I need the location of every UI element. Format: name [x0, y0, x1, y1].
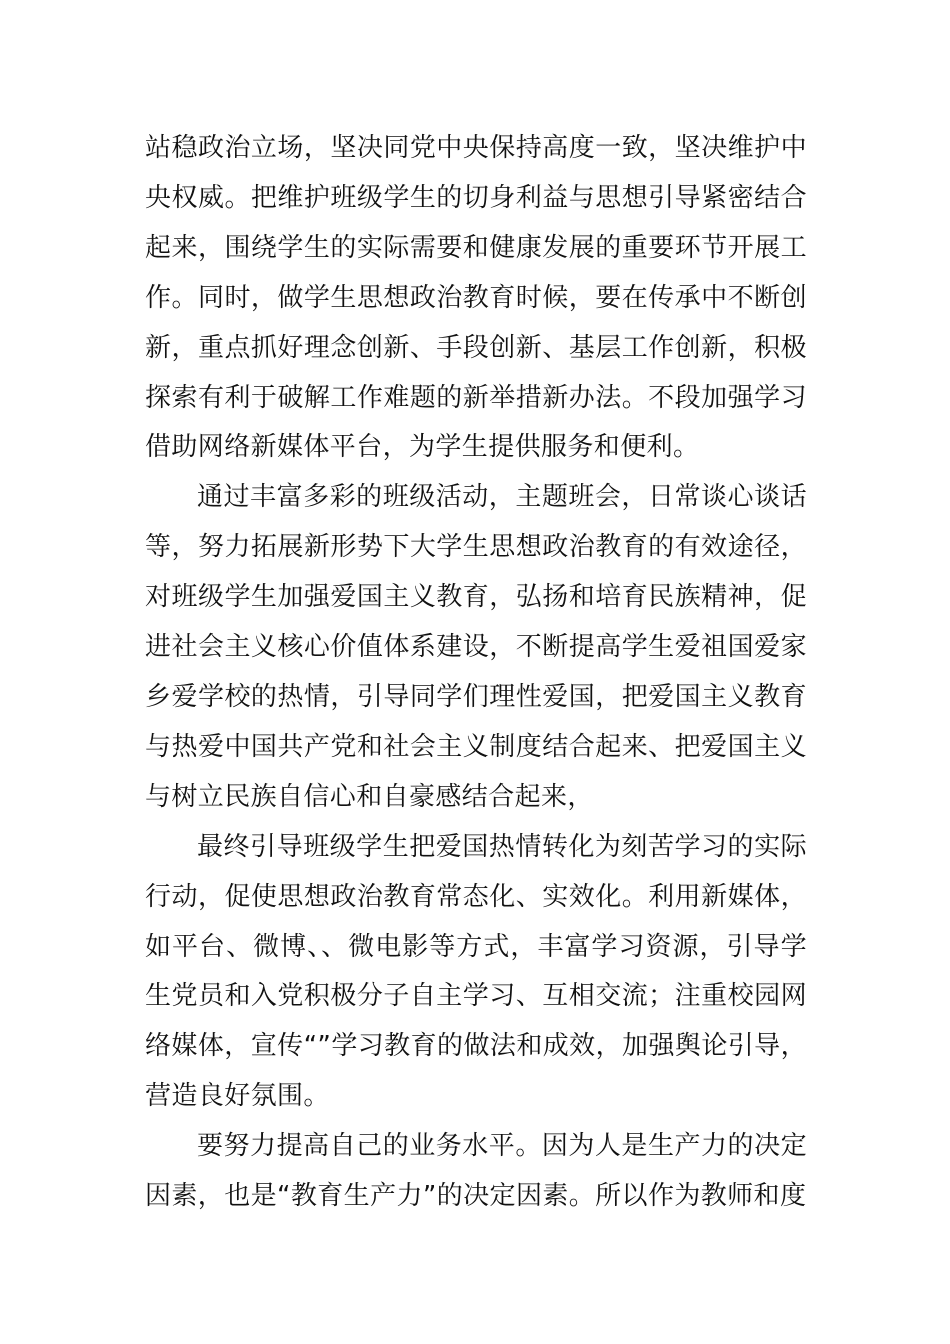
paragraph-3: 最终引导班级学生把爱国热情转化为刻苦学习的实际行动，促使思想政治教育常态化、实效化。利用新媒体，如平台、微博、、微电影等方式，丰富学习资源，引导学生党员和入党积极分子自主学习、互相交流；注重校园网络媒体，宣传“”学习教育的做法和成效，加强舆论引导，营造良好氛围。: [145, 831, 807, 1112]
document-body: [145, 124, 807, 1222]
paragraph-2: 通过丰富多彩的班级活动，主题班会，日常谈心谈话等，努力拓展新形势下大学生思想政治教育的有效途径，对班级学生加强爱国主义教育，弘扬和培育民族精神，促进社会主义核心价值体系建设，不断提高学生爱祖国爱家乡爱学校的热情，引导同学们理性爱国，把爱国主义教育与热爱中国共产党和社会主义制度结合起来、把爱国主义与树立民族自信心和自豪感结合起来，: [145, 482, 807, 812]
paragraph-1: 站稳政治立场，坚决同党中央保持高度一致，坚决维护中央权威。把维护班级学生的切身利益与思想引导紧密结合起来，围绕学生的实际需要和健康发展的重要环节开展工作。同时，做学生思想政治教育时候，要在传承中不断创新，重点抓好理念创新、手段创新、基层工作创新，积极探索有利于破解工作难题的新举措新办法。不段加强学习借助网络新媒体平台，为学生提供服务和便利。: [145, 133, 807, 463]
paragraph-4: 要努力提高自己的业务水平。因为人是生产力的决定因素，也是“教育生产力”的决定因素。所以作为教师和度: [145, 1131, 807, 1212]
